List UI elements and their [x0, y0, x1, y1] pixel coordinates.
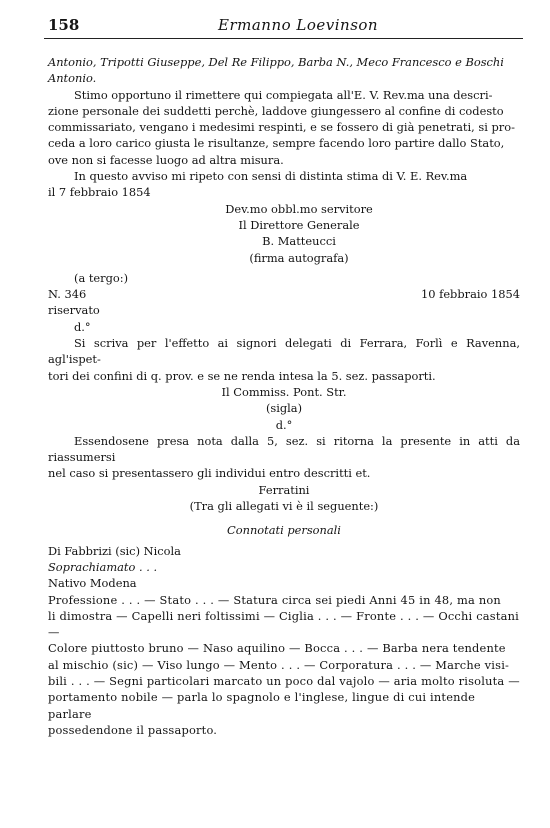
description-line: Professione . . . — Stato . . . — Statura circa sei piedi Anni 45 in 48, ma non — [48, 592, 501, 607]
protocol-number: N. 346 — [48, 287, 87, 302]
protocol-date: 10 febbraio 1854 — [420, 287, 520, 302]
description-line: al mischio (sic) — Viso lungo — Mento . . . — Corporatura . . . — Marche visi- — [48, 657, 510, 672]
paragraph-line: Si scriva per l'effetto ai signori delegati di Ferrara, Forlì e Ravenna, agl'ispet- — [48, 336, 520, 367]
paragraph-line: ceda a loro carico giusta le risultanze, sempre facendo loro partire dallo Stato, — [48, 136, 505, 151]
riservato-label: riservato — [48, 303, 100, 318]
commissioner-line: Il Commiss. Pont. Str. — [221, 384, 347, 399]
paragraph-line: Essendosene presa nota dalla 5, sez. si ritorna la presente in atti da riassumersi — [48, 433, 520, 465]
letter-date: il 7 febbraio 1854 — [48, 185, 151, 200]
description-line: bili . . . — Segni particolari marcato un poco dal vajolo — aria molto risoluta — — [48, 673, 520, 688]
tergo-label: (a tergo:) — [74, 270, 129, 285]
paragraph-line: In questo avviso mi ripeto con sensi di distinta stima di V. E. Rev.ma — [74, 169, 468, 184]
ditto-mark: d.° — [74, 319, 91, 334]
paragraph-line: commissariato, vengano i medesimi respinti, e se fossero di già penetrati, si pro- — [48, 120, 515, 135]
page-body — [48, 54, 520, 738]
page-header — [48, 14, 520, 38]
attachments-note: (Tra gli allegati vi è il seguente:) — [189, 499, 379, 514]
names-line: Antonio. — [48, 71, 97, 86]
paragraph-line: nel caso si presentassero gli individui entro descritti et. — [48, 466, 371, 481]
description-line: possedendone il passaporto. — [48, 722, 218, 737]
signature-block — [48, 201, 520, 266]
signature-line: Dev.mo obbl.mo servitore — [225, 201, 373, 216]
description-line: Di Fabbrizi (sic) Nicola — [48, 543, 181, 558]
ditto-mark: d.° — [275, 417, 293, 432]
description-line: Nativo Modena — [48, 576, 137, 591]
section-title: Connotati personali — [227, 523, 341, 538]
signature-note: (firma autografa) — [249, 250, 349, 265]
paragraph-line: Stimo opportuno il rimettere qui compiegata all'E. V. Rev.ma una descri- — [74, 87, 493, 102]
description-line: Colore piuttosto bruno — Naso aquilino — Bocca . . . — Barba nera tendente — [48, 641, 506, 656]
description-line: li dimostra — Capelli neri foltissimi — Ciglia . . . — Fronte . . . — Occhi castani — — [48, 608, 519, 640]
signature-name: Ferratini — [258, 482, 310, 497]
names-line: Antonio, Tripotti Giuseppe, Del Re Filippo, Barba N., Meco Francesco e Boschi — [48, 55, 504, 69]
protocol-row — [48, 286, 520, 302]
sigla-line: (sigla) — [265, 401, 303, 416]
paragraph-line: zione personale dei suddetti perchè, laddove giungessero al confine di codesto — [48, 103, 504, 118]
description-line: portamento nobile — parla lo spagnolo e l'inglese, lingue di cui intende parlare — [48, 690, 476, 721]
page-number: 158 — [48, 16, 80, 34]
signature-line: Il Direttore Generale — [238, 217, 360, 232]
signature-name: B. Matteucci — [262, 234, 336, 249]
running-title: Ermanno Loevinson — [218, 16, 379, 34]
paragraph-line: tori dei confini di q. prov. e se ne renda intesa la 5. sez. passaporti. — [48, 368, 436, 383]
description-line: Soprachiamato . . . — [48, 559, 158, 574]
paragraph-line: ove non si facesse luogo ad altra misura. — [48, 152, 284, 167]
header-rule — [44, 38, 523, 39]
spacer — [48, 514, 520, 522]
